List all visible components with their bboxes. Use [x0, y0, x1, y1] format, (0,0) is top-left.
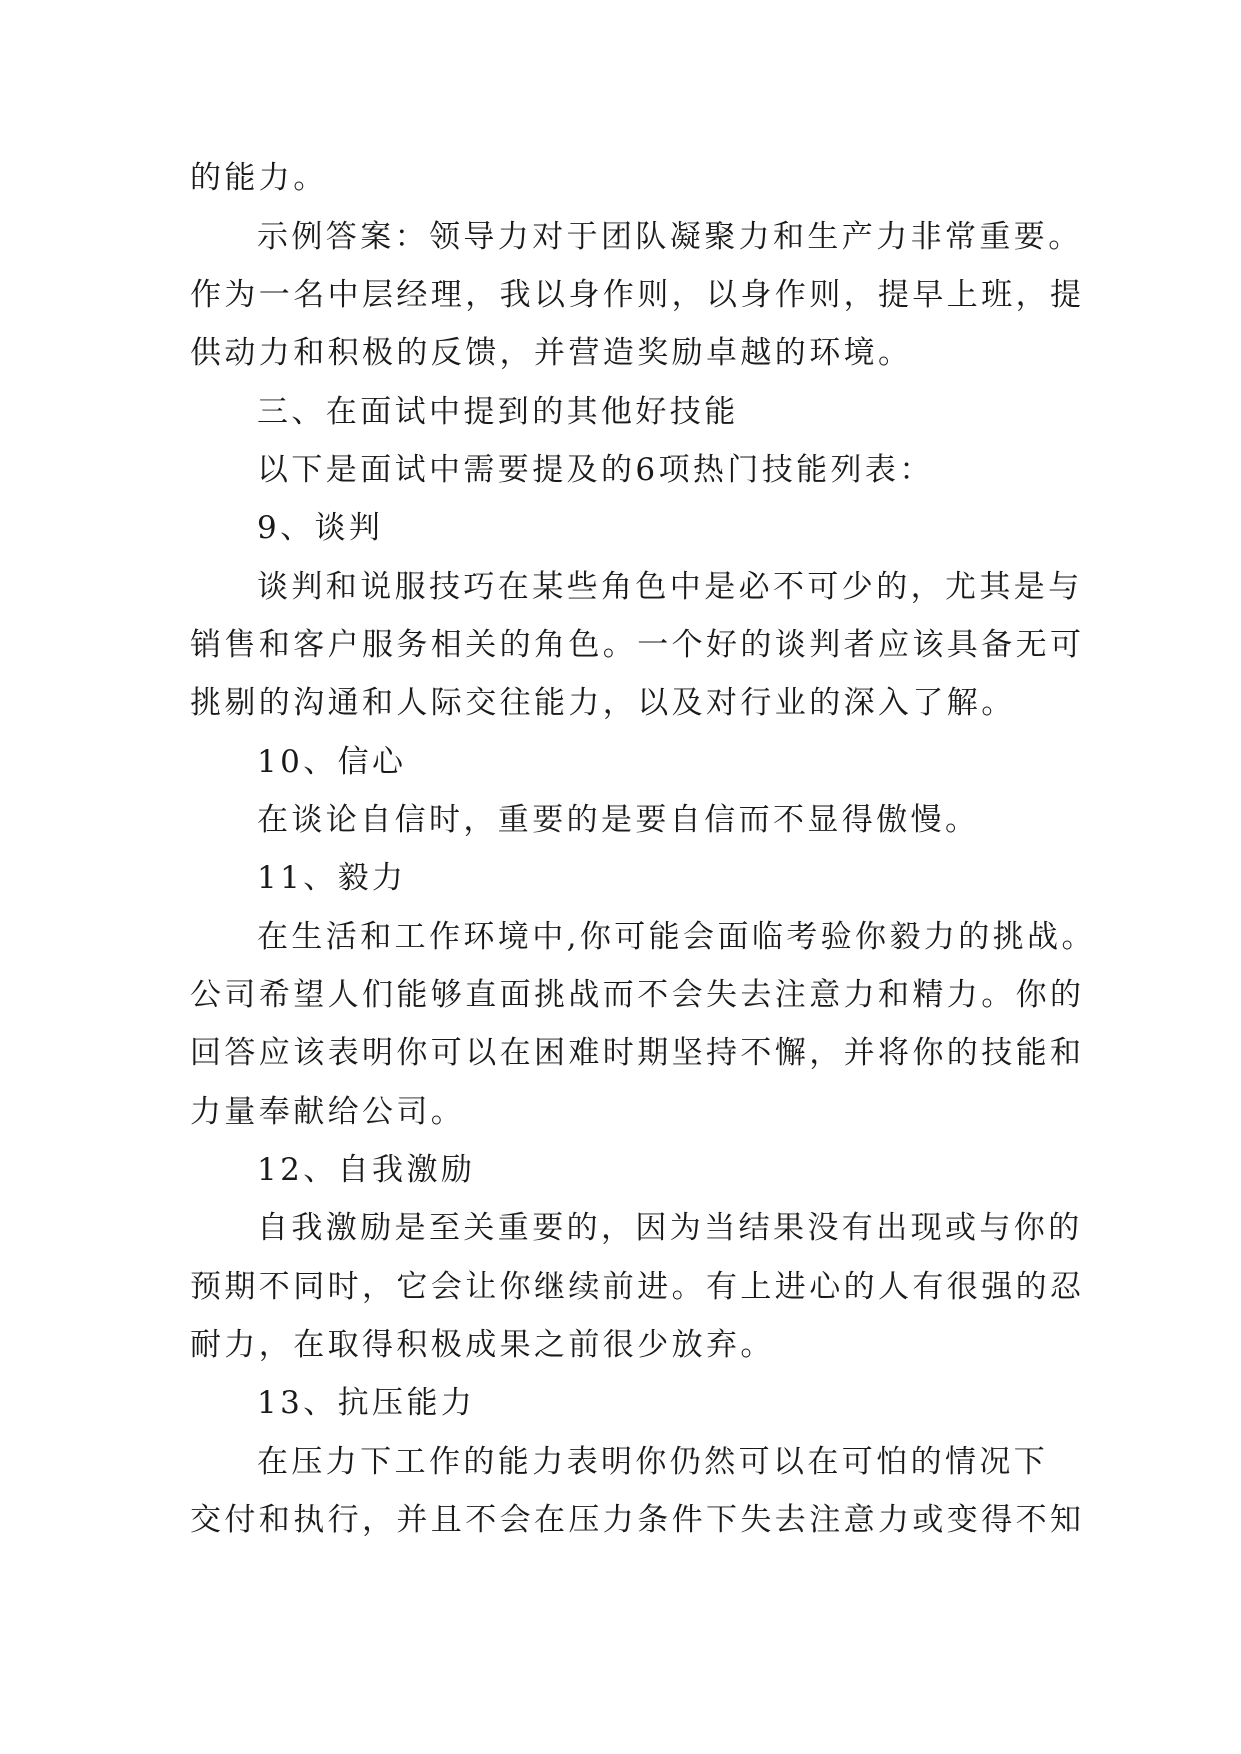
text-line: 在生活和工作环境中,你可能会面临考验你毅力的挑战。 [257, 919, 1096, 955]
text-line: 预期不同时，它会让你继续前进。有上进心的人有很强的忍 [190, 1269, 1085, 1305]
text-line: 谈判和说服技巧在某些角色中是必不可少的，尤其是与 [257, 569, 1083, 605]
text-line: 自我激励是至关重要的，因为当结果没有出现或与你的 [257, 1210, 1083, 1246]
text-line: 示例答案：领导力对于团队凝聚力和生产力非常重要。 [257, 219, 1083, 255]
text-line: 的能力。 [190, 160, 328, 196]
text-line: 作为一名中层经理，我以身作则，以身作则，提早上班，提 [190, 277, 1085, 313]
item-heading: 10、信心 [257, 744, 407, 780]
text-line: 耐力，在取得积极成果之前很少放弃。 [190, 1327, 775, 1363]
text-line: 供动力和积极的反馈，并营造奖励卓越的环境。 [190, 335, 913, 371]
text-line: 在谈论自信时，重要的是要自信而不显得傲慢。 [257, 802, 980, 838]
text-line: 挑剔的沟通和人际交往能力，以及对行业的深入了解。 [190, 685, 1016, 721]
text-line: 回答应该表明你可以在困难时期坚持不懈，并将你的技能和 [190, 1035, 1085, 1071]
text-line: 力量奉献给公司。 [190, 1094, 466, 1130]
text-line: 交付和执行，并且不会在压力条件下失去注意力或变得不知 [190, 1502, 1085, 1538]
section-heading: 三、在面试中提到的其他好技能 [257, 394, 739, 430]
text-line: 销售和客户服务相关的角色。一个好的谈判者应该具备无可 [190, 627, 1085, 663]
text-line: 以下是面试中需要提及的6项热门技能列表： [257, 452, 934, 488]
item-heading: 13、抗压能力 [257, 1385, 476, 1421]
item-heading: 11、毅力 [257, 860, 407, 896]
text-line: 公司希望人们能够直面挑战而不会失去注意力和精力。你的 [190, 977, 1085, 1013]
item-heading: 9、谈判 [257, 510, 384, 546]
item-heading: 12、自我激励 [257, 1152, 476, 1188]
text-line: 在压力下工作的能力表明你仍然可以在可怕的情况下 [257, 1444, 1049, 1480]
